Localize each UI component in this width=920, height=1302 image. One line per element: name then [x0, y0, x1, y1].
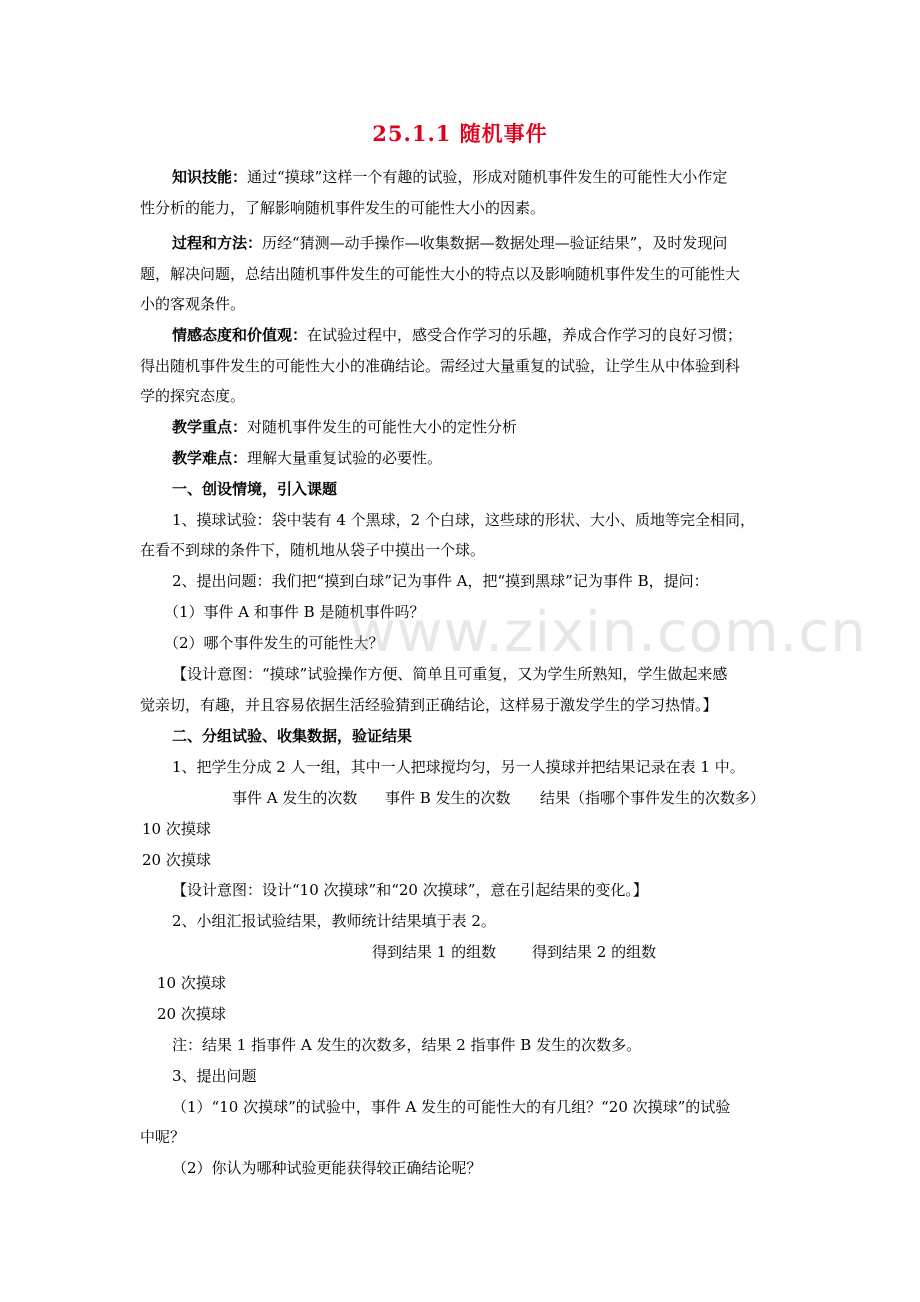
key-point-text: 对随机事件发生的可能性大小的定性分析 [247, 418, 518, 436]
section1-q1: （1）事件 A 和事件 B 是随机事件吗？ [164, 603, 425, 621]
section1-design-line-2: 觉亲切，有趣，并且容易依据生活经验猜到正确结论，这样易于激发学生的学习热情。】 [140, 696, 718, 714]
table1-header-b: 事件 B 发生的次数 [385, 789, 511, 807]
section2-p3: 3、提出问题 [172, 1067, 257, 1085]
process-text-1: 历经“猜测—动手操作—收集数据—数据处理—验证结果”，及时发现问 [262, 234, 728, 252]
attitude-line-1 [172, 324, 742, 346]
section2-q2: （2）你认为哪种试验更能获得较正确结论呢？ [172, 1159, 482, 1177]
difficulty-text: 理解大量重复试验的必要性。 [247, 449, 443, 467]
section1-heading: 一、创设情境，引入课题 [172, 480, 338, 498]
table1-row-20: 20 次摸球 [142, 851, 211, 869]
watermark: www.zixin.com.cn [350, 600, 867, 665]
section2-heading: 二、分组试验、收集数据，验证结果 [172, 727, 413, 745]
difficulty-line [172, 447, 442, 469]
section1-p2: 2、提出问题：我们把“摸到白球”记为事件 A，把“摸到黑球”记为事件 B，提问： [172, 572, 709, 590]
attitude-label: 情感态度和价值观： [172, 326, 308, 344]
process-line-3: 小的客观条件。 [140, 295, 246, 313]
key-point-label: 教学重点： [172, 418, 248, 436]
table1-header-a: 事件 A 发生的次数 [232, 789, 358, 807]
page-title: 25.1.1 随机事件 [372, 121, 548, 146]
attitude-line-2: 得出随机事件发生的可能性大小的准确结论。需经过大量重复的试验，让学生从中体验到科 [140, 357, 741, 375]
table2-header-2: 得到结果 2 的组数 [532, 943, 657, 961]
knowledge-line-2: 性分析的能力，了解影响随机事件发生的可能性大小的因素。 [140, 199, 546, 217]
process-line-2: 题，解决问题，总结出随机事件发生的可能性大小的特点以及影响随机事件发生的可能性大 [140, 265, 741, 283]
section2-p2: 2、小组汇报试验结果，教师统计结果填于表 2。 [172, 912, 496, 930]
section2-p1: 1、把学生分成 2 人一组，其中一人把球搅均匀，另一人摸球并把结果记录在表 1 中。 [172, 758, 745, 776]
table2-header-1: 得到结果 1 的组数 [372, 943, 497, 961]
section2-design1: 【设计意图：设计“10 次摸球”和“20 次摸球”，意在引起结果的变化。】 [172, 881, 648, 899]
process-line-1 [172, 232, 727, 254]
section1-p1-line-2: 在看不到球的条件下，随机地从袋子中摸出一个球。 [140, 541, 486, 559]
difficulty-label: 教学难点： [172, 449, 248, 467]
table1-header-result: 结果（指哪个事件发生的次数多） [540, 789, 766, 807]
table1-row-10: 10 次摸球 [142, 820, 211, 838]
key-point-line [172, 416, 517, 438]
section1-q2: （2）哪个事件发生的可能性大？ [164, 634, 384, 652]
knowledge-line-1 [172, 166, 727, 188]
section2-q1-line-2: 中呢？ [140, 1128, 186, 1146]
section2-q1-line-1: （1）“10 次摸球”的试验中，事件 A 发生的可能性大的有几组？“20 次摸球”的试验 [172, 1098, 731, 1116]
section2-note: 注：结果 1 指事件 A 发生的次数多，结果 2 指事件 B 发生的次数多。 [172, 1036, 642, 1054]
knowledge-label: 知识技能： [172, 168, 248, 186]
table2-row-20: 20 次摸球 [157, 1005, 226, 1023]
section1-design-line-1: 【设计意图：“摸球”试验操作方便、简单且可重复，又为学生所熟知，学生做起来感 [172, 665, 728, 683]
process-label: 过程和方法： [172, 234, 263, 252]
knowledge-text-1: 通过“摸球”这样一个有趣的试验，形成对随机事件发生的可能性大小作定 [247, 168, 728, 186]
attitude-line-3: 学的探究态度。 [140, 387, 246, 405]
section1-p1-line-1: 1、摸球试验：袋中装有 4 个黑球，2 个白球，这些球的形状、大小、质地等完全相同， [172, 511, 755, 529]
attitude-text-1: 在试验过程中，感受合作学习的乐趣，养成合作学习的良好习惯； [307, 326, 743, 344]
table2-row-10: 10 次摸球 [157, 974, 226, 992]
